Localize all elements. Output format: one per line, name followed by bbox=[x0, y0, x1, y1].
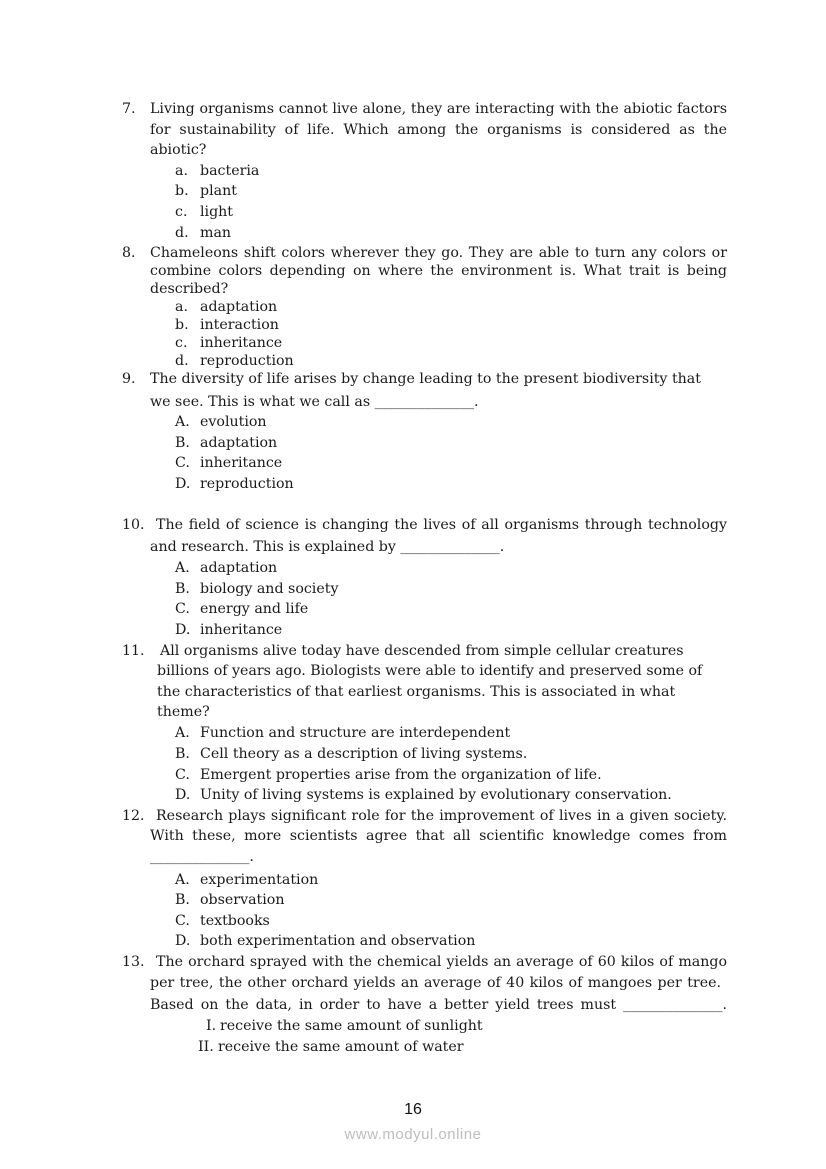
question-stem-line: With these, more scientists agree that all scientific knowledge comes from bbox=[150, 828, 727, 844]
option-text: Cell theory as a description of living systems. bbox=[200, 746, 528, 762]
option-text: textbooks bbox=[200, 913, 270, 929]
question-stem-line: theme? bbox=[157, 704, 210, 720]
option-letter: A. bbox=[175, 414, 190, 430]
option-letter: D. bbox=[175, 787, 191, 803]
option-letter: B. bbox=[175, 581, 190, 597]
option-letter: C. bbox=[175, 913, 190, 929]
question-number: 8. bbox=[122, 245, 136, 261]
option-letter: II. bbox=[198, 1039, 214, 1055]
option-letter: b. bbox=[175, 183, 189, 199]
option-letter: d. bbox=[175, 225, 189, 241]
option-letter: C. bbox=[175, 601, 190, 617]
question-stem-line: we see. This is what we call as ______________. bbox=[150, 394, 479, 410]
option-letter: c. bbox=[175, 204, 188, 220]
option-text: inheritance bbox=[200, 335, 283, 351]
question-number: 9. bbox=[122, 371, 136, 387]
option-text: experimentation bbox=[200, 872, 319, 888]
question-stem-line: described? bbox=[150, 281, 229, 297]
option-text: evolution bbox=[200, 414, 267, 430]
question-stem-line: Chameleons shift colors wherever they go. They are able to turn any colors or bbox=[150, 245, 727, 261]
question-stem-line: the characteristics of that earliest organisms. This is associated in what bbox=[157, 684, 676, 700]
question-stem-line: and research. This is explained by ______________. bbox=[150, 539, 505, 555]
question-stem-line: The orchard sprayed with the chemical yields an average of 60 kilos of mango bbox=[156, 954, 727, 970]
option-text: interaction bbox=[200, 317, 279, 333]
option-text: Emergent properties arise from the organization of life. bbox=[200, 767, 602, 783]
option-text: receive the same amount of sunlight bbox=[220, 1018, 483, 1034]
option-letter: D. bbox=[175, 933, 191, 949]
question-number: 7. bbox=[122, 101, 136, 117]
option-text: plant bbox=[200, 183, 237, 199]
question-stem-line: Based on the data, in order to have a better yield trees must ______________. bbox=[150, 997, 727, 1013]
option-letter: D. bbox=[175, 476, 191, 492]
option-letter: A. bbox=[175, 560, 190, 576]
option-text: adaptation bbox=[200, 560, 278, 576]
option-text: both experimentation and observation bbox=[200, 933, 476, 949]
question-stem-line: The field of science is changing the lives of all organisms through technology bbox=[156, 517, 727, 533]
question-stem-line: ______________. bbox=[150, 849, 254, 865]
option-text: reproduction bbox=[200, 476, 294, 492]
question-stem-line: Living organisms cannot live alone, they are interacting with the abiotic factors bbox=[150, 101, 727, 117]
question-stem-line: The diversity of life arises by change leading to the present biodiversity that bbox=[150, 371, 701, 387]
question-number: 12. bbox=[122, 808, 145, 824]
option-letter: I. bbox=[206, 1018, 217, 1034]
option-letter: D. bbox=[175, 622, 191, 638]
option-letter: b. bbox=[175, 317, 189, 333]
option-text: observation bbox=[200, 892, 285, 908]
question-number: 13. bbox=[122, 954, 145, 970]
option-text: adaptation bbox=[200, 435, 278, 451]
question-stem-line: combine colors depending on where the environment is. What trait is being bbox=[150, 263, 727, 279]
option-letter: a. bbox=[175, 163, 188, 179]
option-text: reproduction bbox=[200, 353, 294, 369]
question-stem-line: Research plays significant role for the improvement of lives in a given society. bbox=[156, 808, 727, 824]
option-text: bacteria bbox=[200, 163, 260, 179]
option-text: receive the same amount of water bbox=[218, 1039, 464, 1055]
option-text: light bbox=[200, 204, 233, 220]
option-letter: B. bbox=[175, 746, 190, 762]
option-letter: A. bbox=[175, 872, 190, 888]
question-stem-line: per tree, the other orchard yields an average of 40 kilos of mangoes per tree. bbox=[150, 975, 721, 991]
question-stem-line: for sustainability of life. Which among the organisms is considered as the bbox=[150, 122, 727, 138]
option-letter: B. bbox=[175, 435, 190, 451]
option-letter: C. bbox=[175, 767, 190, 783]
page-number: 16 bbox=[404, 1101, 422, 1118]
option-text: Unity of living systems is explained by evolutionary conservation. bbox=[200, 787, 672, 803]
option-letter: B. bbox=[175, 892, 190, 908]
question-stem-line: abiotic? bbox=[150, 142, 207, 158]
option-text: Function and structure are interdependent bbox=[200, 725, 511, 741]
watermark: www.modyul.online bbox=[344, 1126, 482, 1143]
question-number: 11. bbox=[122, 643, 145, 659]
option-letter: C. bbox=[175, 455, 190, 471]
option-text: inheritance bbox=[200, 622, 283, 638]
question-number: 10. bbox=[122, 517, 145, 533]
option-letter: A. bbox=[175, 725, 190, 741]
option-letter: a. bbox=[175, 299, 188, 315]
option-text: energy and life bbox=[200, 601, 309, 617]
question-stem-line: All organisms alive today have descended from simple cellular creatures bbox=[160, 643, 684, 659]
option-letter: c. bbox=[175, 335, 188, 351]
option-text: adaptation bbox=[200, 299, 278, 315]
option-text: biology and society bbox=[200, 581, 339, 597]
option-text: inheritance bbox=[200, 455, 283, 471]
question-stem-line: billions of years ago. Biologists were able to identify and preserved some of bbox=[157, 663, 703, 679]
option-text: man bbox=[200, 225, 232, 241]
option-letter: d. bbox=[175, 353, 189, 369]
